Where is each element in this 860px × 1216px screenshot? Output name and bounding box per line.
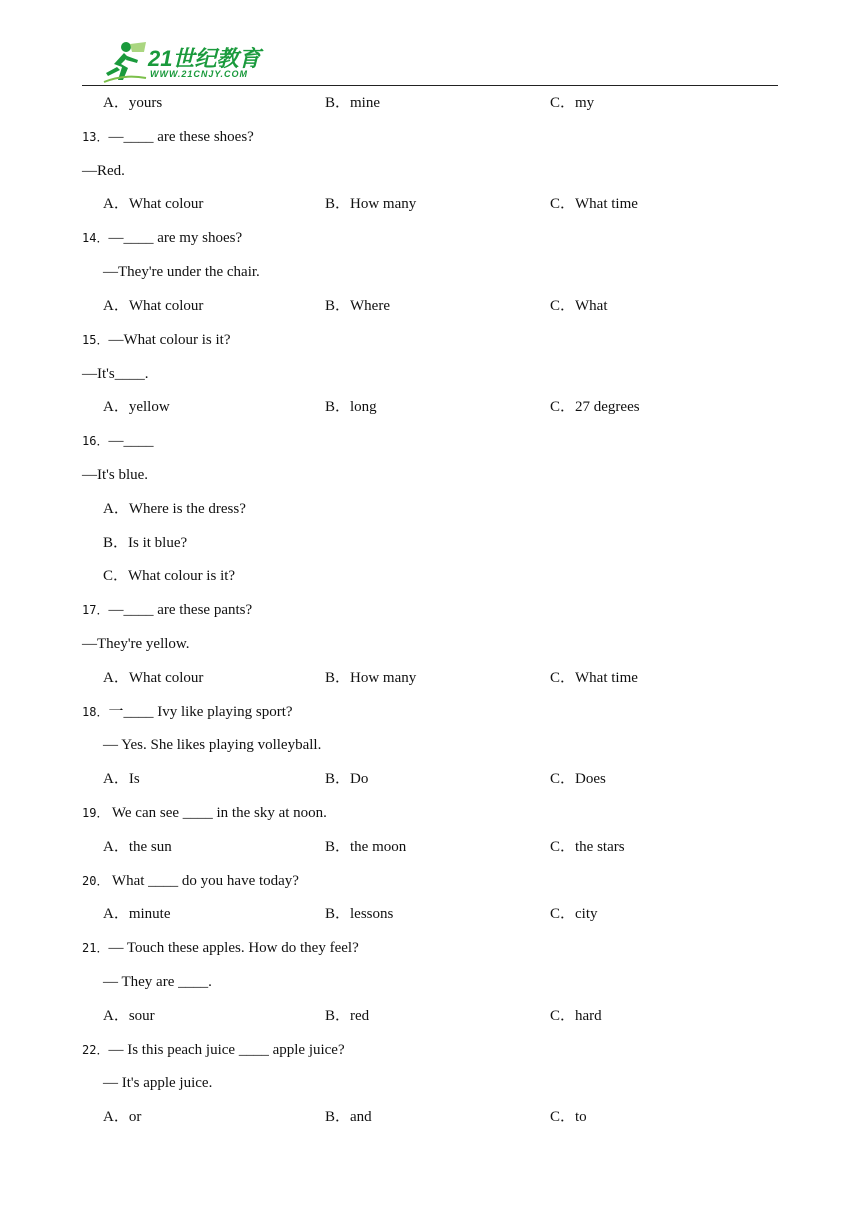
q14-answer: —They're under the chair. — [103, 264, 260, 280]
q17-answer: —They're yellow. — [82, 636, 190, 652]
q13-answer: —Red. — [82, 163, 125, 179]
question-number: 16． — [82, 434, 109, 448]
option-b: B．How many — [325, 670, 417, 686]
question-number: 17． — [82, 603, 109, 617]
q18-answer: — Yes. She likes playing volleyball. — [103, 737, 322, 753]
q14-options — [0, 297, 860, 315]
q14-stem — [82, 229, 242, 247]
option-a: A．or — [103, 1109, 142, 1125]
q15-stem — [82, 331, 231, 349]
question-text: —____ are these shoes? — [108, 129, 254, 145]
question-text: 一____ Ivy like playing sport? — [108, 704, 293, 720]
question-number: 18． — [82, 705, 109, 719]
q19-stem — [82, 804, 327, 822]
q13-stem — [82, 128, 254, 146]
q17-stem — [82, 601, 252, 619]
q12-options — [0, 94, 860, 112]
q17-options — [0, 669, 860, 687]
q22-stem — [82, 1041, 345, 1059]
q18-options — [0, 770, 860, 788]
q22-options — [0, 1108, 860, 1126]
option-c: C．Does — [550, 771, 606, 787]
q13-options — [0, 195, 860, 213]
option-c: C．my — [550, 95, 595, 111]
question-text: — Is this peach juice ____ apple juice? — [108, 1042, 345, 1058]
q16-stem — [82, 432, 153, 450]
site-logo — [100, 40, 270, 86]
question-number: 14． — [82, 231, 109, 245]
question-text: We can see ____ in the sky at noon. — [108, 805, 327, 821]
q16-answer: —It's blue. — [82, 467, 149, 483]
q21-options — [0, 1007, 860, 1025]
question-text: —____ are my shoes? — [108, 230, 243, 246]
question-number: 15． — [82, 333, 109, 347]
q16-option-a: A．Where is the dress? — [103, 501, 246, 517]
option-a: A．What colour — [103, 298, 204, 314]
header-rule — [82, 85, 778, 86]
question-text: —____ — [108, 433, 154, 449]
option-b: B．mine — [325, 95, 380, 111]
q21-answer: — They are ____. — [103, 974, 212, 990]
question-number: 13． — [82, 130, 109, 144]
option-c: C．What — [550, 298, 608, 314]
option-a: A．the sun — [103, 839, 172, 855]
option-c: C．What time — [550, 670, 638, 686]
question-number: 22． — [82, 1043, 109, 1057]
option-b: B．How many — [325, 196, 417, 212]
page-header — [0, 0, 860, 90]
q18-stem — [82, 703, 293, 721]
question-number: 19． — [82, 806, 109, 820]
q15-options — [0, 398, 860, 416]
question-number: 20． — [82, 874, 109, 888]
q19-options — [0, 838, 860, 856]
q20-options — [0, 905, 860, 923]
q21-stem — [82, 939, 359, 957]
q22-answer: — It's apple juice. — [103, 1075, 213, 1091]
question-text: What ____ do you have today? — [108, 873, 299, 889]
option-b: B．Where — [325, 298, 390, 314]
logo-wordmark: 21世纪教育 — [148, 46, 261, 71]
option-c: C．to — [550, 1109, 587, 1125]
option-a: A．What colour — [103, 670, 204, 686]
q20-stem — [82, 872, 299, 890]
option-a: A．yours — [103, 95, 163, 111]
option-c: C．the stars — [550, 839, 625, 855]
question-text: —____ are these pants? — [108, 602, 253, 618]
option-b: B．the moon — [325, 839, 407, 855]
question-number: 21． — [82, 941, 109, 955]
option-b: B．lessons — [325, 906, 394, 922]
question-text: — Touch these apples. How do they feel? — [108, 940, 359, 956]
option-c: C．What time — [550, 196, 638, 212]
option-a: A．What colour — [103, 196, 204, 212]
option-b: B．and — [325, 1109, 372, 1125]
option-a: A．sour — [103, 1008, 155, 1024]
option-a: A．Is — [103, 771, 140, 787]
option-b: B．long — [325, 399, 377, 415]
runner-logo-icon — [100, 40, 148, 86]
q16-option-c: C．What colour is it? — [103, 568, 236, 584]
logo-url: WWW.21CNJY.COM — [150, 69, 249, 79]
option-b: B．red — [325, 1008, 370, 1024]
option-a: A．minute — [103, 906, 171, 922]
option-c: C．27 degrees — [550, 399, 640, 415]
option-b: B．Do — [325, 771, 369, 787]
q16-option-b: B．Is it blue? — [103, 535, 188, 551]
option-a: A．yellow — [103, 399, 170, 415]
option-c: C．hard — [550, 1008, 602, 1024]
q15-answer: —It's____. — [82, 366, 149, 382]
question-text: —What colour is it? — [108, 332, 231, 348]
option-c: C．city — [550, 906, 598, 922]
